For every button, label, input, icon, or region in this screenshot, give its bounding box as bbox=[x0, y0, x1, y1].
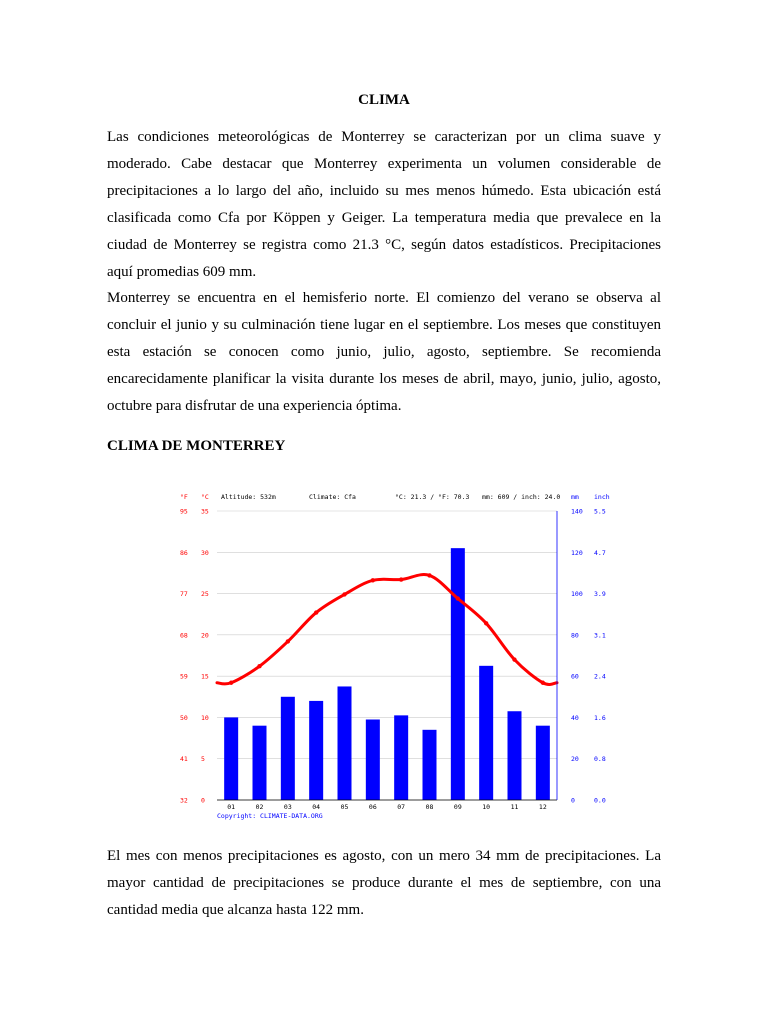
tick-label-inch: 5.5 bbox=[594, 507, 606, 516]
chart-copyright: Copyright: CLIMATE-DATA.ORG bbox=[217, 812, 323, 820]
paragraph-climate-intro: Las condiciones meteorológicas de Monterrey se caracterizan por un clima suave y moderado. Cabe destacar que Monterrey experimenta un volumen considerable de precipitaciones a lo largo del año, incluido su mes menos húmedo. Esta ubicación está clasificada como Cfa por Köppen y Geiger. La temperatura media que prevalece en la ciudad de Monterrey se registra como 21.3 °C, según datos estadísticos. Precipitaciones aquí promedias 609 mm. bbox=[107, 129, 661, 280]
temperature-point bbox=[314, 610, 318, 614]
tick-label-f: 41 bbox=[180, 755, 188, 764]
tick-label-mm: 60 bbox=[571, 672, 579, 681]
x-tick-label: 11 bbox=[510, 803, 519, 811]
temperature-point bbox=[399, 577, 403, 581]
temperature-point bbox=[512, 657, 516, 661]
tick-label-f: 77 bbox=[180, 590, 188, 599]
tick-label-inch: 2.4 bbox=[594, 672, 606, 681]
x-tick-label: 06 bbox=[368, 803, 377, 811]
precipitation-bar bbox=[394, 715, 408, 800]
x-tick-label: 02 bbox=[255, 803, 264, 811]
climate-chart bbox=[170, 488, 620, 828]
precipitation-bar bbox=[536, 726, 550, 800]
tick-label-mm: 20 bbox=[571, 755, 579, 764]
precipitation-bar bbox=[508, 711, 522, 800]
tick-label-mm: 80 bbox=[571, 631, 579, 640]
x-tick-label: 09 bbox=[453, 803, 462, 811]
tick-label-c: 25 bbox=[201, 590, 209, 599]
precipitation-bar bbox=[281, 697, 295, 800]
section-title: CLIMA DE MONTERREY bbox=[107, 438, 286, 454]
tick-label-c: 20 bbox=[201, 631, 209, 640]
precipitation-bar bbox=[338, 686, 352, 800]
tick-label-f: 32 bbox=[180, 796, 188, 805]
tick-label-inch: 3.1 bbox=[594, 631, 606, 640]
temperature-point bbox=[286, 639, 290, 643]
x-tick-label: 01 bbox=[227, 803, 236, 811]
header-temp-summary: °C: 21.3 / °F: 70.3 bbox=[395, 493, 470, 501]
temperature-point bbox=[484, 621, 488, 625]
tick-label-f: 95 bbox=[180, 507, 188, 516]
precipitation-bar bbox=[451, 548, 465, 800]
chart-grid bbox=[217, 511, 557, 800]
x-tick-label: 12 bbox=[538, 803, 547, 811]
tick-label-mm: 40 bbox=[571, 713, 579, 722]
tick-label-f: 86 bbox=[180, 548, 188, 557]
paragraph-summer: Monterrey se encuentra en el hemisferio norte. El comienzo del verano se observa al concluir el junio y su culminación tiene lugar en el septiembre. Los meses que constituyen esta estación se conocen como junio, julio, agosto, septiembre. Se recomienda encarecidamente planificar la visita durante los meses de abril, mayo, junio, julio, agosto, octubre para disfrutar de una experiencia óptima. bbox=[107, 290, 661, 414]
x-tick-label: 08 bbox=[425, 803, 434, 811]
header-altitude: Altitude: 532m bbox=[221, 493, 276, 501]
temperature-point bbox=[229, 681, 233, 685]
tick-label-mm: 140 bbox=[571, 507, 583, 516]
temperature-line bbox=[217, 573, 557, 685]
tick-label-f: 59 bbox=[180, 672, 188, 681]
x-tick-label: 05 bbox=[340, 803, 349, 811]
tick-label-mm: 120 bbox=[571, 548, 583, 557]
tick-label-f: 68 bbox=[180, 631, 188, 640]
tick-label-c: 15 bbox=[201, 672, 209, 681]
temperature-point bbox=[257, 664, 261, 668]
x-tick-label: 07 bbox=[397, 803, 406, 811]
header-unit-mm: mm bbox=[571, 493, 579, 501]
precipitation-bar bbox=[479, 666, 493, 800]
tick-label-mm: 0 bbox=[571, 796, 575, 805]
precipitation-bars bbox=[224, 548, 550, 800]
temperature-point bbox=[371, 578, 375, 582]
paragraph-precipitation: El mes con menos precipitaciones es agosto, con un mero 34 mm de precipitaciones. La mayor cantidad de precipitaciones se produce durante el mes de septiembre, con una cantidad media que alcanza hasta 122 mm. bbox=[107, 848, 661, 918]
header-climate: Climate: Cfa bbox=[309, 493, 356, 501]
temperature-point bbox=[427, 573, 431, 577]
tick-label-inch: 0.8 bbox=[594, 755, 606, 764]
header-unit-c: °C bbox=[201, 493, 209, 501]
x-tick-label: 04 bbox=[312, 803, 321, 811]
page-title: CLIMA bbox=[358, 92, 410, 108]
precipitation-bar bbox=[309, 701, 323, 800]
header-precip-summary: mm: 609 / inch: 24.0 bbox=[482, 493, 561, 501]
tick-label-inch: 3.9 bbox=[594, 590, 606, 599]
x-tick-label: 10 bbox=[482, 803, 491, 811]
precipitation-bar bbox=[224, 717, 238, 800]
precipitation-bar bbox=[366, 719, 380, 800]
temperature-point bbox=[456, 596, 460, 600]
tick-label-inch: 0.0 bbox=[594, 796, 606, 805]
tick-label-c: 35 bbox=[201, 507, 209, 516]
temperature-point bbox=[541, 681, 545, 685]
tick-label-f: 50 bbox=[180, 713, 188, 722]
precipitation-bar bbox=[253, 726, 267, 800]
temperature-curve bbox=[217, 575, 557, 685]
x-tick-label: 03 bbox=[283, 803, 292, 811]
tick-label-c: 10 bbox=[201, 713, 209, 722]
precipitation-bar bbox=[423, 730, 437, 800]
tick-label-inch: 4.7 bbox=[594, 548, 606, 557]
tick-label-c: 5 bbox=[201, 755, 205, 764]
temperature-point bbox=[342, 592, 346, 596]
tick-label-c: 0 bbox=[201, 796, 205, 805]
tick-label-mm: 100 bbox=[571, 590, 583, 599]
header-unit-f: °F bbox=[180, 493, 188, 501]
tick-label-c: 30 bbox=[201, 548, 209, 557]
tick-label-inch: 1.6 bbox=[594, 713, 606, 722]
header-unit-inch: inch bbox=[594, 493, 610, 501]
